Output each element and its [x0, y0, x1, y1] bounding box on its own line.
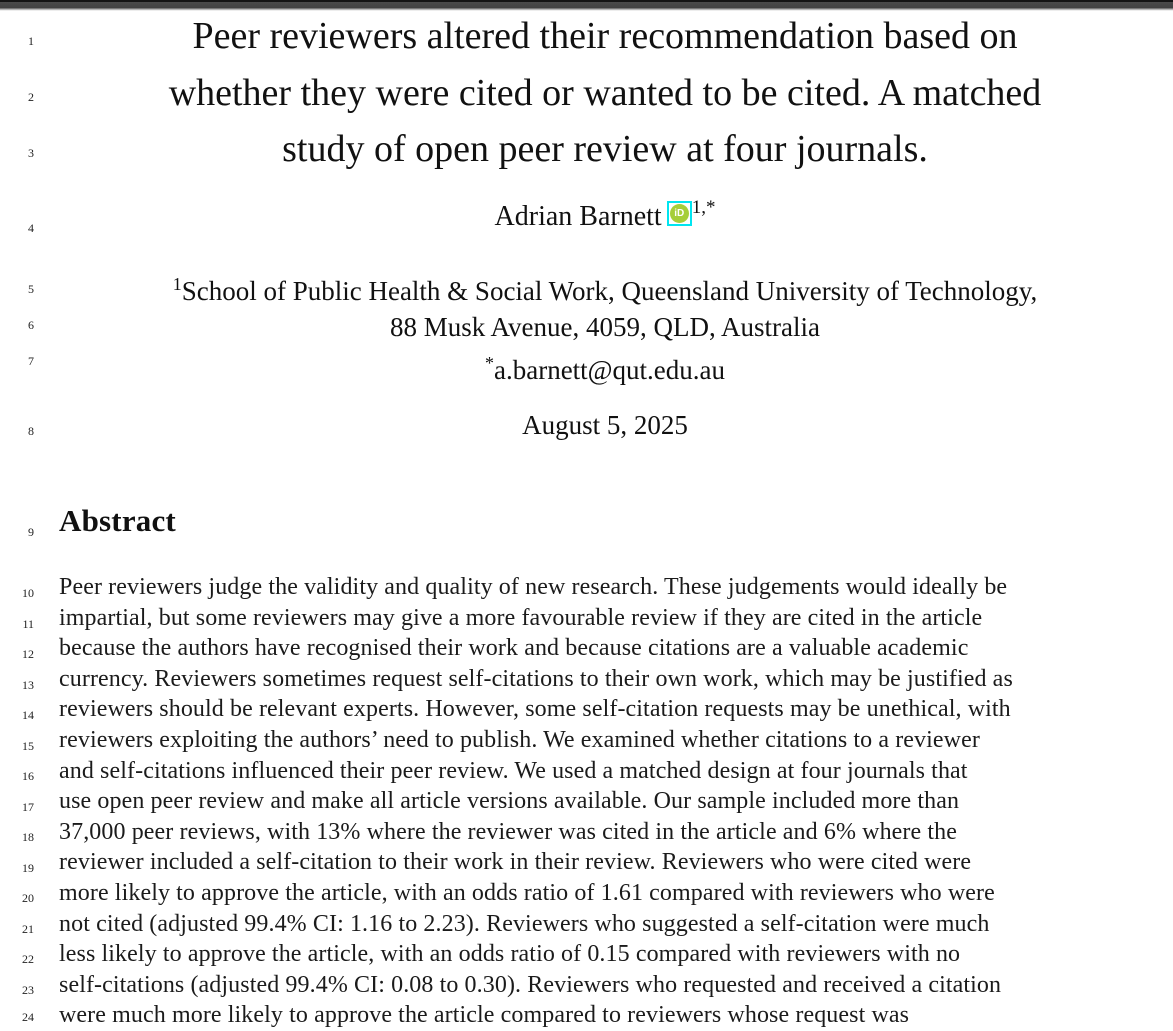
contact-email[interactable]: a.barnett@qut.edu.au	[493, 355, 726, 385]
abstract-heading: Abstract	[59, 503, 176, 538]
line-number: 13	[22, 678, 34, 692]
abstract-line: less likely to approve the article, with an odds ratio of 0.15 compared with reviewers with no	[59, 941, 961, 968]
paper-date: August 5, 2025	[522, 410, 688, 440]
email-superscript: *	[484, 353, 494, 373]
line-number: 15	[22, 739, 34, 753]
affiliation-line-2: 88 Musk Avenue, 4059, QLD, Australia	[390, 312, 820, 342]
paper-title-line: Peer reviewers altered their recommendation based on	[192, 15, 1018, 57]
affiliation-superscript: 1	[172, 274, 182, 294]
line-number: 11	[22, 617, 34, 631]
abstract-line: not cited (adjusted 99.4% CI: 1.16 to 2.23). Reviewers who suggested a self-citation were much	[59, 910, 990, 937]
abstract-line: reviewers should be relevant experts. However, some self-citation requests may be unethical, with	[59, 696, 1011, 723]
affiliation-line-1: $^1$School of Public Health & Social Work, Queensland University of Technology,	[172, 274, 1038, 306]
line-number: 12	[22, 647, 34, 661]
line-number: 18	[22, 830, 34, 844]
paper-title-line: study of open peer review at four journals.	[282, 128, 928, 170]
contact-email-line	[59, 345, 1151, 388]
paper-title-line: whether they were cited or wanted to be cited. A matched	[168, 71, 1042, 114]
line-number: 9	[28, 525, 34, 539]
line-number: 6	[28, 318, 34, 332]
abstract-line: Peer reviewers judge the validity and quality of new research. These judgements would ideally be	[59, 574, 1008, 600]
line-number: 1	[28, 34, 34, 48]
line-number: 23	[22, 983, 34, 997]
line-number: 8	[28, 424, 34, 438]
line-number: 21	[22, 922, 34, 936]
abstract-body	[59, 572, 1159, 1031]
abstract-line: reviewer included a self-citation to their work in their review. Reviewers who were cited were	[59, 849, 972, 876]
line-number: 24	[22, 1010, 34, 1024]
line-number: 17	[22, 800, 34, 814]
line-number: 19	[22, 861, 34, 875]
abstract-line: and self-citations influenced their peer review. We used a matched design at four journals that	[59, 757, 968, 784]
abstract-line: self-citations (adjusted 99.4% CI: 0.08 to 0.30). Reviewers who requested and received a citation	[59, 971, 1002, 998]
orcid-link[interactable]	[667, 201, 692, 226]
paper-title	[59, 8, 1151, 178]
author-block	[59, 197, 1151, 234]
line-number: 5	[28, 282, 34, 296]
abstract-line: 37,000 peer reviews, with 13% where the reviewer was cited in the article and 6% where the	[59, 818, 957, 845]
abstract-line: use open peer review and make all article versions available. Our sample included more than	[59, 788, 960, 815]
author-name: Adrian Barnett	[494, 201, 662, 232]
line-number: 3	[28, 146, 34, 160]
abstract-line: currency. Reviewers sometimes request self-citations to their own work, which may be justified as	[59, 665, 1013, 692]
abstract-line: because the authors have recognised their work and because citations are a valuable academic	[59, 635, 969, 662]
abstract-line: reviewers exploiting the authors’ need to publish. We examined whether citations to a reviewer	[59, 726, 980, 753]
abstract-line: were much more likely to approve the article compared to reviewers whose request was	[59, 1002, 910, 1029]
author-superscript: 1,*	[691, 197, 716, 218]
line-number: 20	[22, 891, 34, 905]
line-number: 10	[22, 586, 34, 600]
affiliation-block	[59, 266, 1151, 388]
line-number: 2	[28, 90, 34, 104]
abstract-line: more likely to approve the article, with an odds ratio of 1.61 compared with reviewers who were	[59, 879, 995, 906]
line-number: 16	[22, 769, 34, 783]
orcid-id-icon	[670, 204, 689, 223]
line-number: 7	[28, 354, 34, 368]
line-number: 14	[22, 708, 34, 722]
abstract-line: impartial, but some reviewers may give a more favourable review if they are cited in the article	[59, 604, 983, 631]
orcid-id-icon-text: iD	[674, 207, 685, 219]
line-number: 4	[28, 221, 34, 235]
line-number: 22	[22, 952, 34, 966]
